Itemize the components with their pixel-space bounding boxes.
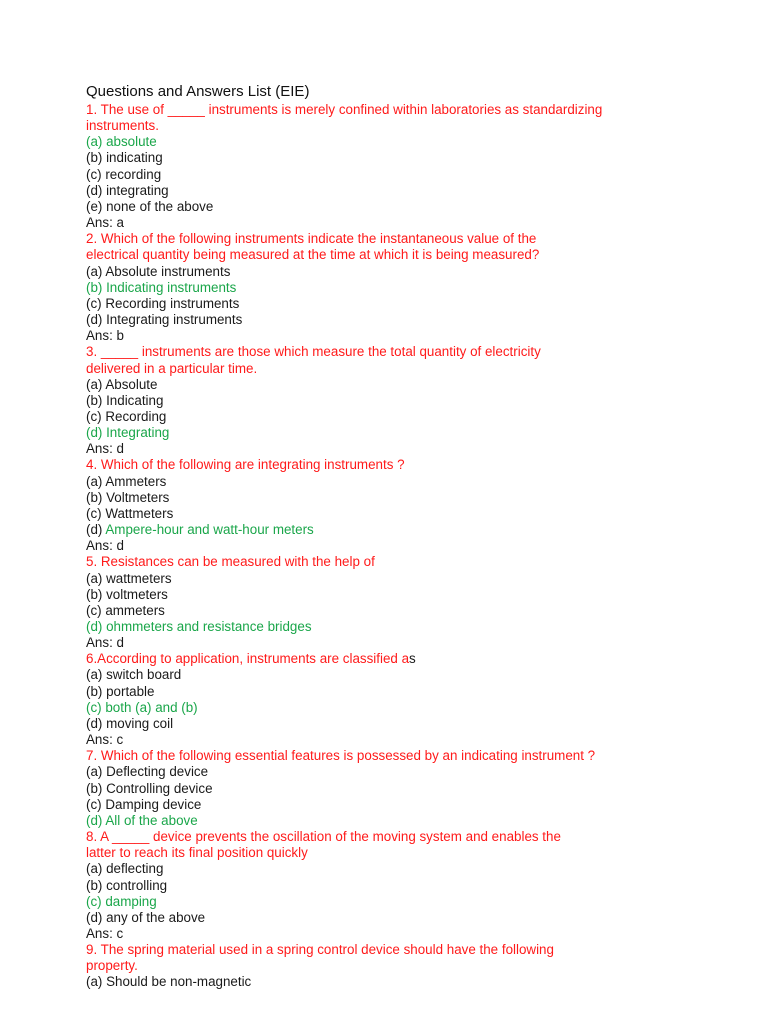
question-line: 4. Which of the following are integrating instruments ? — [86, 457, 405, 473]
answer-line: Ans: b — [86, 328, 124, 344]
option-line: (a) Absolute instruments — [86, 263, 231, 279]
answer-line: Ans: c — [86, 732, 124, 748]
question-text: 6.According to application, instruments are classified a — [86, 651, 410, 667]
option-line: (a) switch board — [86, 667, 182, 683]
question-line: 1. The use of _____ instruments is merely confined within laboratories as standardizing — [86, 102, 603, 117]
question-line: electrical quantity being measured at the time at which it is being measured? — [86, 247, 540, 263]
answer-line: Ans: a — [86, 215, 124, 231]
option-line: (d) moving coil — [86, 715, 174, 731]
correct-option-line: (c) both (a) and (b) — [86, 699, 198, 715]
question-suffix: s — [409, 651, 416, 667]
option-line: (a) Ammeters — [86, 473, 167, 489]
correct-option-line: (d) All of the above — [86, 812, 198, 828]
option-line: (b) controlling — [86, 877, 168, 893]
question-line: 3. _____ instruments are those which measure the total quantity of electricity — [86, 344, 541, 360]
option-line: (d) Integrating instruments — [86, 312, 243, 328]
answer-line: Ans: d — [86, 538, 124, 554]
correct-option-line: (d) Integrating — [86, 425, 170, 441]
option-line — [86, 522, 768, 538]
option-line: (c) ammeters — [86, 602, 165, 618]
option-line: (b) Indicating — [86, 392, 164, 408]
option-line: (a) deflecting — [86, 861, 164, 877]
option-line: (c) Recording instruments — [86, 295, 240, 311]
document-title: Questions and Answers List (EIE) — [86, 83, 310, 100]
question-line: latter to reach its final position quickly — [86, 845, 308, 861]
option-line: (b) indicating — [86, 150, 163, 166]
option-prefix: (d) — [86, 522, 106, 538]
option-line: (a) wattmeters — [86, 570, 172, 586]
option-line: (e) none of the above — [86, 198, 214, 214]
option-line: (a) Absolute — [86, 376, 158, 392]
option-line: (b) voltmeters — [86, 586, 168, 602]
question-line: instruments. — [86, 118, 159, 134]
question-line — [86, 651, 768, 667]
question-line: 8. A _____ device prevents the oscillation of the moving system and enables the — [86, 829, 561, 845]
option-line: (c) Damping device — [86, 796, 202, 812]
answer-line: Ans: d — [86, 635, 124, 651]
question-line: 9. The spring material used in a spring control device should have the following — [86, 942, 554, 958]
correct-option-line: (a) absolute — [86, 134, 157, 150]
option-line: (b) portable — [86, 683, 155, 699]
option-line: (d) integrating — [86, 182, 169, 198]
correct-option-text: Ampere-hour and watt-hour meters — [105, 522, 314, 538]
question-line: delivered in a particular time. — [86, 360, 258, 376]
question-line: property. — [86, 958, 138, 974]
option-line: (b) Controlling device — [86, 780, 213, 796]
correct-option-line: (b) Indicating instruments — [86, 279, 237, 295]
option-line: (b) Voltmeters — [86, 489, 170, 505]
option-line: (d) any of the above — [86, 909, 206, 925]
question-line: 2. Which of the following instruments indicate the instantaneous value of the — [86, 231, 537, 247]
option-line: (a) Deflecting device — [86, 764, 209, 780]
answer-line: Ans: c — [86, 925, 124, 941]
qa-list — [86, 102, 768, 991]
question-line: 5. Resistances can be measured with the help of — [86, 554, 375, 570]
option-line: (c) Recording — [86, 408, 167, 424]
correct-option-line: (c) damping — [86, 893, 157, 909]
option-line: (a) Should be non-magnetic — [86, 974, 252, 990]
correct-option-line: (d) ohmmeters and resistance bridges — [86, 619, 312, 634]
question-line: 7. Which of the following essential features is possessed by an indicating instrument ? — [86, 748, 596, 764]
answer-line: Ans: d — [86, 441, 124, 457]
option-line: (c) recording — [86, 166, 162, 182]
option-line: (c) Wattmeters — [86, 505, 174, 521]
